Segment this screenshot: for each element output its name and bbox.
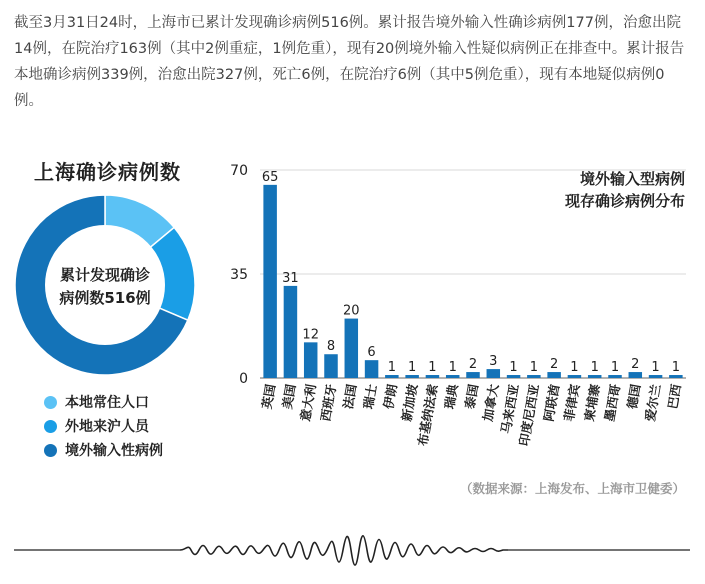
bar-value-label: 1 <box>407 360 417 376</box>
bar-8 <box>426 375 440 378</box>
bar-7 <box>405 375 419 378</box>
legend-label: 境外输入性病例 <box>65 443 163 459</box>
bar-value-label: 1 <box>529 360 539 376</box>
bar-value-label: 20 <box>343 303 360 319</box>
bar-3 <box>324 354 338 378</box>
bar-4 <box>345 319 359 378</box>
bar-value-label: 1 <box>448 360 457 376</box>
donut-chart <box>0 185 215 385</box>
category-label: 意大利 <box>297 382 319 423</box>
category-label: 泰国 <box>461 382 481 411</box>
bar-value-label: 1 <box>651 360 660 376</box>
donut-inner-circle <box>45 225 165 345</box>
bar-chart-title-line2: 现存确诊病例分布 <box>564 192 685 210</box>
bar-value-label: 1 <box>671 360 681 376</box>
legend-swatch <box>44 444 57 457</box>
bar-value-label: 1 <box>509 360 518 376</box>
donut-legend <box>44 390 163 462</box>
data-source-note: （数据来源：上海发布、上海市卫健委） <box>459 481 685 496</box>
y-tick-label: 35 <box>230 267 248 283</box>
category-label: 柬埔寨 <box>581 382 603 423</box>
bar-19 <box>649 375 663 378</box>
bar-chart-category-labels <box>259 381 684 447</box>
bar-value-label: 1 <box>387 360 397 376</box>
category-label: 巴西 <box>664 382 684 411</box>
bar-value-label: 12 <box>302 327 319 343</box>
category-label: 法国 <box>340 382 360 411</box>
bar-17 <box>608 375 622 378</box>
bar-15 <box>568 375 582 378</box>
bar-value-label: 65 <box>261 169 279 185</box>
category-label: 爱尔兰 <box>642 382 664 423</box>
bar-value-label: 1 <box>570 360 579 376</box>
donut-chart-title: 上海确诊病例数 <box>34 160 181 184</box>
bar-value-label: 1 <box>428 360 437 376</box>
bar-6 <box>385 375 399 378</box>
bar-value-label: 1 <box>610 360 620 376</box>
bar-10 <box>466 372 480 378</box>
bar-16 <box>588 375 602 378</box>
category-label: 英国 <box>258 382 279 411</box>
legend-item-imported <box>44 438 163 462</box>
bar-chart <box>218 150 693 470</box>
bar-11 <box>487 369 501 378</box>
bar-value-label: 6 <box>367 345 376 361</box>
bar-14 <box>547 372 561 378</box>
bar-1 <box>284 286 298 378</box>
legend-label: 本地常住人口 <box>65 395 149 411</box>
bar-value-label: 2 <box>549 357 559 373</box>
bar-chart-y-ticks <box>230 163 248 387</box>
category-label: 阿联酋 <box>540 382 563 423</box>
category-label: 墨西哥 <box>601 382 623 423</box>
bar-value-label: 1 <box>590 360 599 376</box>
bar-13 <box>527 375 541 378</box>
bar-chart-title-line1: 境外输入型病例 <box>579 170 685 188</box>
category-label: 菲律宾 <box>561 382 583 423</box>
category-label: 印度尼西亚 <box>516 382 542 448</box>
category-label: 加拿大 <box>479 382 502 423</box>
legend-item-out-of-town <box>44 414 163 438</box>
category-label: 马来西亚 <box>498 382 522 435</box>
bar-9 <box>446 375 460 378</box>
y-tick-label: 0 <box>239 371 248 387</box>
bar-value-label: 3 <box>489 354 498 370</box>
bar-5 <box>365 360 379 378</box>
bar-value-label: 2 <box>631 357 640 373</box>
category-label: 瑞典 <box>441 382 461 411</box>
legend-item-local-residents <box>44 390 163 414</box>
bar-18 <box>629 372 643 378</box>
bar-2 <box>304 342 318 378</box>
bar-value-label: 31 <box>282 270 299 286</box>
footer-waveform-divider <box>0 520 705 584</box>
legend-label: 外地来沪人员 <box>65 419 149 435</box>
bar-12 <box>507 375 521 378</box>
y-tick-label: 70 <box>230 163 248 179</box>
legend-swatch <box>44 420 57 433</box>
category-label: 德国 <box>624 382 644 411</box>
category-label: 美国 <box>279 382 299 411</box>
donut-center-label-line1: 累计发现确诊 <box>59 266 151 284</box>
bar-20 <box>669 375 683 378</box>
category-label: 伊朗 <box>380 382 400 411</box>
category-label: 新加坡 <box>398 382 421 423</box>
category-label: 瑞士 <box>360 382 380 411</box>
bar-value-label: 8 <box>326 339 336 355</box>
bar-0 <box>263 185 277 378</box>
bar-value-label: 2 <box>468 357 478 373</box>
waveform-squiggle <box>180 536 508 565</box>
category-label: 西班牙 <box>317 382 339 423</box>
intro-paragraph: 截至3月31日24时，上海市已累计发现确诊病例516例。累计报告境外输入性确诊病例177例，治愈出院14例，在院治疗163例（其中2例重症，1例危重），现有20例境外输入性疑似病例正在排查中。累计报告本地确诊病例339例，治愈出院327例，死亡6例，在院治疗6例（其中5例危重），现有本地疑似病例0例。 <box>14 15 685 109</box>
category-label: 布基纳法索 <box>414 382 441 448</box>
legend-swatch <box>44 396 57 409</box>
donut-center-label-line2: 病例数516例 <box>59 289 151 307</box>
